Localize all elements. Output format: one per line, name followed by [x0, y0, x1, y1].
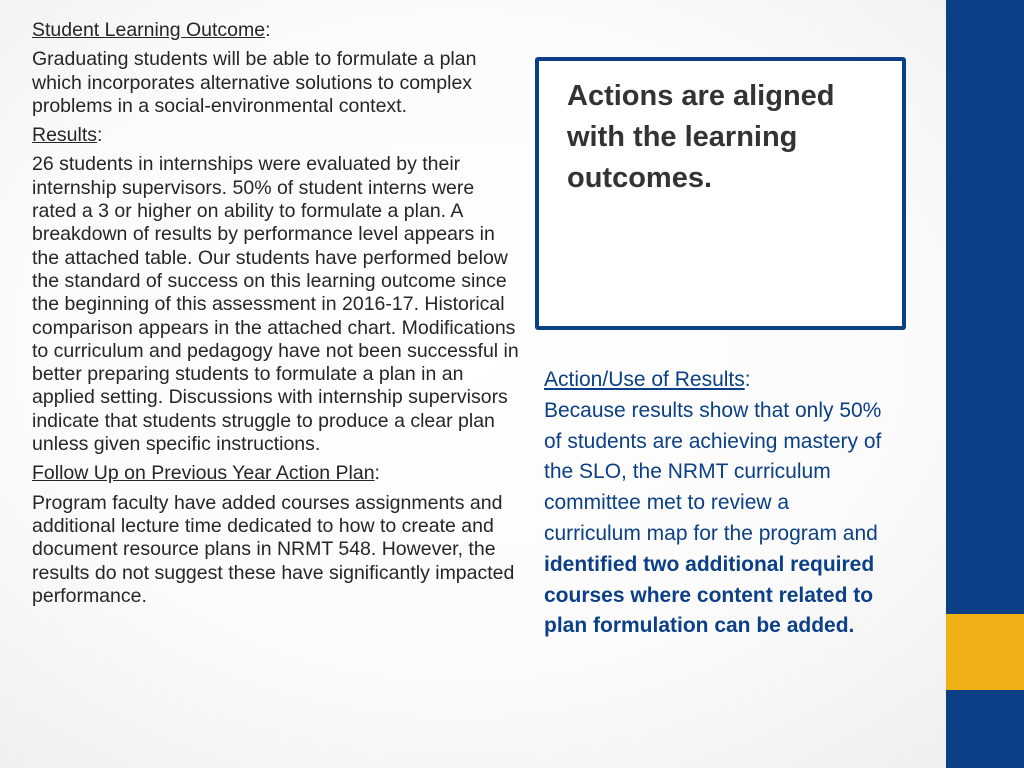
results-heading-line: Results:	[32, 124, 103, 147]
action-text	[544, 396, 889, 642]
followup-heading: Follow Up on Previous Year Action Plan	[32, 462, 375, 485]
action-text-bold: identified two additional required courses where content related to plan formulation can be added.	[544, 552, 875, 638]
action-heading: Action/Use of Results	[544, 368, 745, 391]
slo-heading: Student Learning Outcome	[32, 19, 266, 41]
callout-text: Actions are aligned with the learning outcomes.	[567, 80, 835, 194]
left-column	[32, 19, 522, 614]
action-heading-line: Action/Use of Results:	[544, 368, 751, 391]
slo-heading-line: Student Learning Outcome:	[32, 19, 271, 41]
results-heading: Results	[32, 124, 98, 147]
sidebar-gold-band	[946, 614, 1024, 690]
results-text: 26 students in internships were evaluated by their internship supervisors. 50% of student interns were rated a 3 or higher on ability to formulate a plan. A breakdown of results by performance level appears in the attached table. Our students have performed below the standard of success on this learning outcome since the beginning of this assessment in 2016-17. Historical comparison appears in the attached chart. Modifications to curriculum and pedagogy have not been successful in better preparing students to formulate a plan in an applied setting. Discussions with internship supervisors indicate that students struggle to produce a clear plan unless given specific instructions.	[32, 153, 519, 456]
sidebar-decoration	[946, 0, 1024, 768]
action-section	[544, 365, 889, 642]
callout-box	[535, 57, 906, 330]
followup-text: Program faculty have added courses assignments and additional lecture time dedicated to how to create and document resource plans in NRMT 548. However, the results do not suggest these have significantly impacted performance.	[32, 491, 515, 607]
action-text-plain: Because results show that only 50% of students are achieving mastery of the SLO, the NRMT curriculum committee met to review a curriculum map for the program and	[544, 398, 882, 545]
slo-text: Graduating students will be able to formulate a plan which incorporates alternative solutions to complex problems in a social-environmental context.	[32, 48, 477, 117]
followup-heading-line: Follow Up on Previous Year Action Plan:	[32, 462, 380, 485]
